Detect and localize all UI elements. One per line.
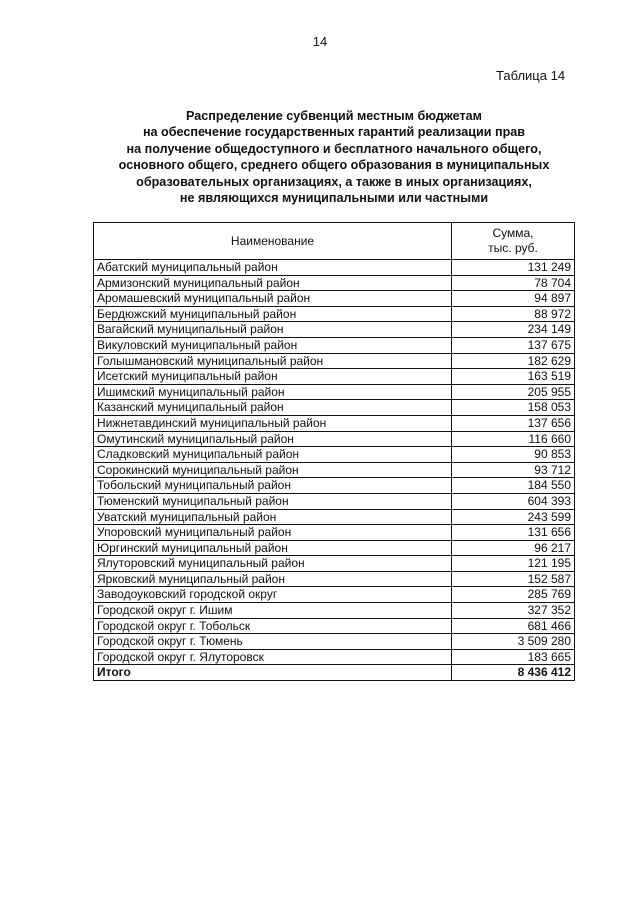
row-amount: 604 393 — [452, 493, 575, 509]
row-amount: 205 955 — [452, 384, 575, 400]
row-name: Сладковский муниципальный район — [94, 447, 452, 463]
title-line: Распределение субвенций местным бюджетам — [186, 109, 482, 123]
title-line: не являющихся муниципальными или частными — [179, 191, 489, 206]
row-amount: 243 599 — [452, 509, 575, 525]
row-name: Городской округ г. Тюмень — [94, 634, 452, 650]
row-amount: 137 656 — [452, 415, 575, 431]
row-name: Тобольский муниципальный район — [94, 478, 452, 494]
row-name: Армизонский муниципальный район — [94, 275, 452, 291]
row-amount: 90 853 — [452, 447, 575, 463]
table-row — [94, 400, 575, 416]
column-header-amount-line2: тыс. руб. — [488, 241, 538, 255]
row-amount: 3 509 280 — [452, 634, 575, 650]
row-amount: 94 897 — [452, 291, 575, 307]
title-line: основного общего, среднего общего образования в муниципальных — [118, 158, 550, 173]
row-name: Нижнетавдинский муниципальный район — [94, 415, 452, 431]
row-name: Ялуторовский муниципальный район — [94, 556, 452, 572]
row-name: Вагайский муниципальный район — [94, 322, 452, 338]
table-label: Таблица 14 — [496, 68, 566, 83]
row-name: Аромашевский муниципальный район — [94, 291, 452, 307]
row-name: Омутинский муниципальный район — [94, 431, 452, 447]
row-amount: 131 249 — [452, 260, 575, 276]
row-amount: 234 149 — [452, 322, 575, 338]
row-name: Казанский муниципальный район — [94, 400, 452, 416]
row-amount: 285 769 — [452, 587, 575, 603]
table-row — [94, 415, 575, 431]
table-header-row — [94, 223, 575, 260]
total-amount: 8 436 412 — [452, 665, 575, 681]
table-row — [94, 306, 575, 322]
row-amount: 96 217 — [452, 540, 575, 556]
row-name: Уватский муниципальный район — [94, 509, 452, 525]
table-row — [94, 571, 575, 587]
row-name: Городской округ г. Ишим — [94, 603, 452, 619]
row-name: Упоровский муниципальный район — [94, 525, 452, 541]
table-row — [94, 618, 575, 634]
table-row — [94, 540, 575, 556]
table-row — [94, 634, 575, 650]
table-row — [94, 260, 575, 276]
subvention-table — [93, 222, 575, 681]
row-name: Юргинский муниципальный район — [94, 540, 452, 556]
title-line: на обеспечение государственных гарантий реализации прав — [142, 125, 526, 140]
row-amount: 88 972 — [452, 306, 575, 322]
row-amount: 137 675 — [452, 337, 575, 353]
row-name: Заводоуковский городской округ — [94, 587, 452, 603]
row-name: Абатский муниципальный район — [94, 260, 452, 276]
total-label: Итого — [94, 665, 452, 681]
document-title — [96, 108, 572, 206]
row-name: Городской округ г. Тобольск — [94, 618, 452, 634]
row-amount: 131 656 — [452, 525, 575, 541]
row-name: Ишимский муниципальный район — [94, 384, 452, 400]
row-name: Викуловский муниципальный район — [94, 337, 452, 353]
row-amount: 152 587 — [452, 571, 575, 587]
table-row — [94, 337, 575, 353]
table-row — [94, 462, 575, 478]
table-row — [94, 431, 575, 447]
row-amount: 121 195 — [452, 556, 575, 572]
column-header-amount — [452, 223, 575, 260]
row-amount: 182 629 — [452, 353, 575, 369]
row-amount: 163 519 — [452, 369, 575, 385]
table-row — [94, 447, 575, 463]
table-row — [94, 556, 575, 572]
row-name: Тюменский муниципальный район — [94, 493, 452, 509]
title-line: на получение общедоступного и бесплатного начального общего, — [126, 141, 542, 156]
table-row — [94, 322, 575, 338]
row-amount: 327 352 — [452, 603, 575, 619]
table-body — [94, 260, 575, 665]
table-row — [94, 369, 575, 385]
table-row — [94, 291, 575, 307]
table-row — [94, 384, 575, 400]
table-row — [94, 493, 575, 509]
table-row — [94, 603, 575, 619]
table-row — [94, 478, 575, 494]
row-name: Сорокинский муниципальный район — [94, 462, 452, 478]
row-amount: 183 665 — [452, 649, 575, 665]
row-name: Ярковский муниципальный район — [94, 571, 452, 587]
row-amount: 184 550 — [452, 478, 575, 494]
row-amount: 158 053 — [452, 400, 575, 416]
page-number: 14 — [312, 34, 328, 49]
row-amount: 681 466 — [452, 618, 575, 634]
row-name: Городской округ г. Ялуторовск — [94, 649, 452, 665]
title-line: образовательных организациях, а также в иных организациях, — [136, 174, 532, 189]
row-name: Исетский муниципальный район — [94, 369, 452, 385]
row-name: Голышмановский муниципальный район — [94, 353, 452, 369]
column-header-name: Наименование — [94, 223, 452, 260]
column-header-amount-line1: Сумма, — [492, 226, 534, 241]
row-name: Бердюжский муниципальный район — [94, 306, 452, 322]
row-amount: 116 660 — [452, 431, 575, 447]
table-row — [94, 509, 575, 525]
table-row — [94, 353, 575, 369]
total-row — [94, 665, 575, 681]
row-amount: 78 704 — [452, 275, 575, 291]
table-row — [94, 275, 575, 291]
table-row — [94, 649, 575, 665]
table-row — [94, 587, 575, 603]
table-row — [94, 525, 575, 541]
row-amount: 93 712 — [452, 462, 575, 478]
